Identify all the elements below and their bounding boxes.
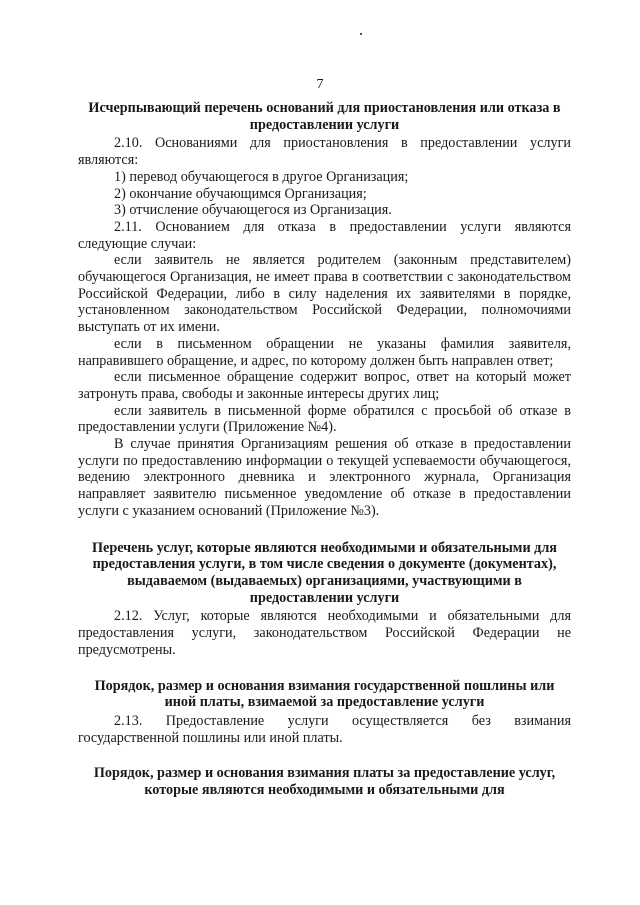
scan-dot xyxy=(360,33,362,35)
refusal-case-request: если заявитель в письменной форме обратился с просьбой об отказе в предоставлении услуги (Приложение №4). xyxy=(78,402,571,436)
section-heading-required-services: Перечень услуг, которые являются необходимыми и обязательными для предоставления услуги, в том числе сведения о документе (документах), выдаваемом (выдаваемых) организациями, участвующими в предоставлении услуги xyxy=(92,539,557,606)
section-spacer xyxy=(78,520,571,540)
paragraph-refusal-notice: В случае принятия Организациям решения об отказе в предоставлении услуги по предоставлению информации о текущей успеваемости обучающегося, ведению электронного дневника и электронного журнала, Организация направляет заявителю письменное уведомление об отказе в предоставлении услуги с указанием оснований (Приложение №3). xyxy=(78,436,571,519)
section-spacer xyxy=(78,746,571,765)
refusal-case-not-parent: если заявитель не является родителем (законным представителем) обучающегося Организация, не имеет права в соответствии с законодательством Российской Федерации, либо в силу наделения их заявителями в порядке, установленном законодательством Российской Федерации, полномочиями выступать от их имени. xyxy=(78,252,571,336)
section-heading-fee-required-services: Порядок, размер и основания взимания платы за предоставление услуг, которые являются необходимыми и обязательными для xyxy=(93,765,556,799)
section-spacer xyxy=(78,659,571,678)
paragraph-2-12: 2.12. Услуг, которые являются необходимыми и обязательными для предоставления услуги, законодательством Российской Федерации не предусмотрены. xyxy=(78,608,571,658)
section-heading-state-fee: Порядок, размер и основания взимания государственной пошлины или иной платы, взимаемой за предоставление услуги xyxy=(94,677,555,711)
list-item-transfer: 1) перевод обучающегося в другое Организация; xyxy=(114,168,409,185)
refusal-case-no-name: если в письменном обращении не указаны фамилия заявителя, направившего обращение, и адрес, по которому должен быть направлен ответ; xyxy=(78,335,571,369)
section-heading-grounds-suspension: Исчерпывающий перечень оснований для приостановления или отказа в предоставлении услуги xyxy=(88,100,561,133)
page-number: 7 xyxy=(316,77,324,92)
paragraph-2-11: 2.11. Основанием для отказа в предоставлении услуги являются следующие случаи: xyxy=(78,218,571,252)
refusal-case-rights: если письменное обращение содержит вопрос, ответ на который может затронуть права, свободы и законные интересы других лиц; xyxy=(78,369,571,402)
paragraph-2-10: 2.10. Основаниями для приостановления в предоставлении услуги являются: xyxy=(78,135,571,169)
list-item-expulsion: 3) отчисление обучающегося из Организация. xyxy=(114,202,392,219)
document-body xyxy=(78,100,571,799)
list-item-graduation: 2) окончание обучающимся Организация; xyxy=(114,185,367,202)
paragraph-2-13: 2.13. Предоставление услуги осуществляется без взимания государственной пошлины или иной платы. xyxy=(78,712,571,746)
